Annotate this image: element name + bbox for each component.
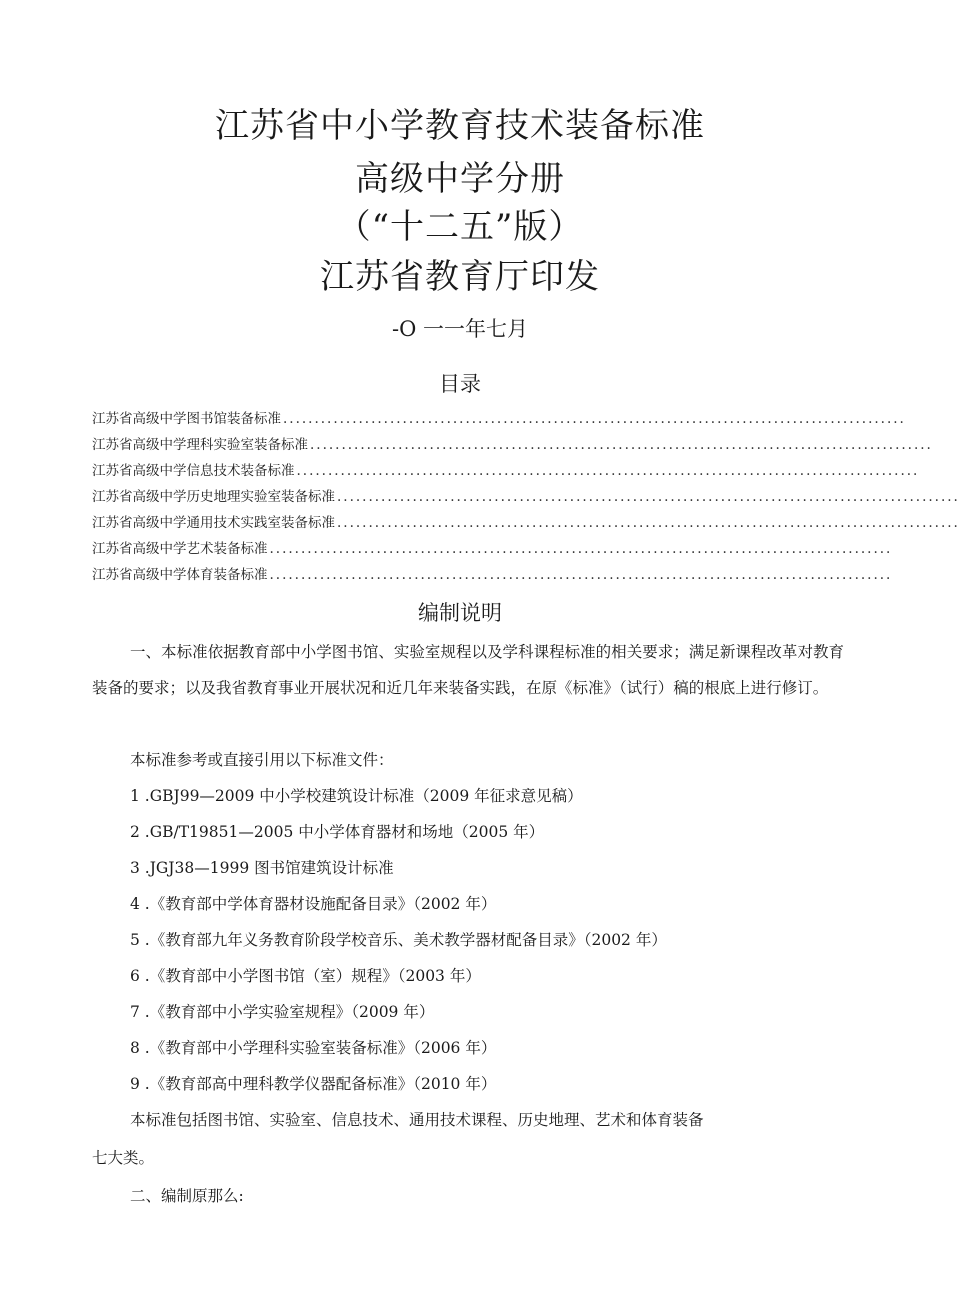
reference-item: 8 .《教育部中小学理科实验室装备标准》（2006 年） [130,1039,497,1057]
reference-item: 2 .GB/T19851—2005 中小学体育器材和场地（2005 年） [130,823,545,841]
doc-date: -O 一一年七月 [392,317,528,341]
principles-heading: 二、编制原那么: [130,1187,244,1205]
reference-item: 1 .GBJ99—2009 中小学校建筑设计标准（2009 年征求意见稿） [130,787,583,805]
toc-heading: 目录 [439,372,481,396]
doc-edition: （“十二五”版） [336,207,584,247]
toc-leader: ................................................................................................... [337,489,960,505]
toc-item-label: 江苏省高级中学历史地理实验室装备标准 [92,489,335,505]
section-heading: 编制说明 [418,601,502,625]
reference-item: 3 .JGJ38—1999 图书馆建筑设计标准 [130,859,394,877]
toc-item-label: 江苏省高级中学体育装备标准 [92,567,268,583]
toc-leader: ................................................................................................... [337,515,960,531]
toc-item[interactable] [92,536,893,562]
scope-text: 本标准包括图书馆、实验室、信息技术、通用技术课程、历史地理、艺术和体育装备 [130,1111,704,1129]
toc-leader: ................................................................................................... [283,411,906,427]
reference-item: 5 .《教育部九年义务教育阶段学校音乐、美术教学器材配备目录》（2002 年） [130,931,667,949]
reference-item: 6 .《教育部中小学图书馆（室）规程》（2003 年） [130,967,481,985]
toc-leader: ................................................................................................... [310,437,933,453]
toc-item[interactable] [92,510,960,536]
reference-item: 9 .《教育部高中理科教学仪器配备标准》（2010 年） [130,1075,497,1093]
doc-title: 江苏省中小学教育技术装备标准 [215,106,705,146]
table-of-contents [92,406,960,588]
toc-item[interactable] [92,458,920,484]
toc-leader: ................................................................................................... [296,463,920,479]
toc-item-label: 江苏省高级中学通用技术实践室装备标准 [92,515,335,531]
toc-leader: ................................................................................................... [269,541,893,557]
intro-paragraph: 一、本标准依据教育部中小学图书馆、实验室规程以及学科课程标准的相关要求；满足新课程改革对教育装备的要求；以及我省教育事业开展状况和近几年来装备实践，在原《标准》（试行）稿的根底上进行修订。 [92,643,844,697]
toc-item[interactable] [92,432,933,458]
toc-item-label: 江苏省高级中学艺术装备标准 [92,541,268,557]
reference-item: 4 .《教育部中学体育器材设施配备目录》（2002 年） [130,895,497,913]
doc-subtitle: 高级中学分册 [355,159,565,199]
toc-item[interactable] [92,484,960,510]
refs-intro: 本标准参考或直接引用以下标准文件： [130,751,394,769]
toc-item-label: 江苏省高级中学理科实验室装备标准 [92,437,308,453]
doc-publisher: 江苏省教育厅印发 [320,257,600,297]
toc-item-label: 江苏省高级中学图书馆装备标准 [92,411,281,427]
reference-item: 7 .《教育部中小学实验室规程》（2009 年） [130,1003,435,1021]
toc-leader: ................................................................................................... [269,567,893,583]
toc-item[interactable] [92,406,906,432]
scope-text-continued: 七大类。 [92,1149,155,1167]
toc-item[interactable] [92,562,893,588]
toc-item-label: 江苏省高级中学信息技术装备标准 [92,463,295,479]
